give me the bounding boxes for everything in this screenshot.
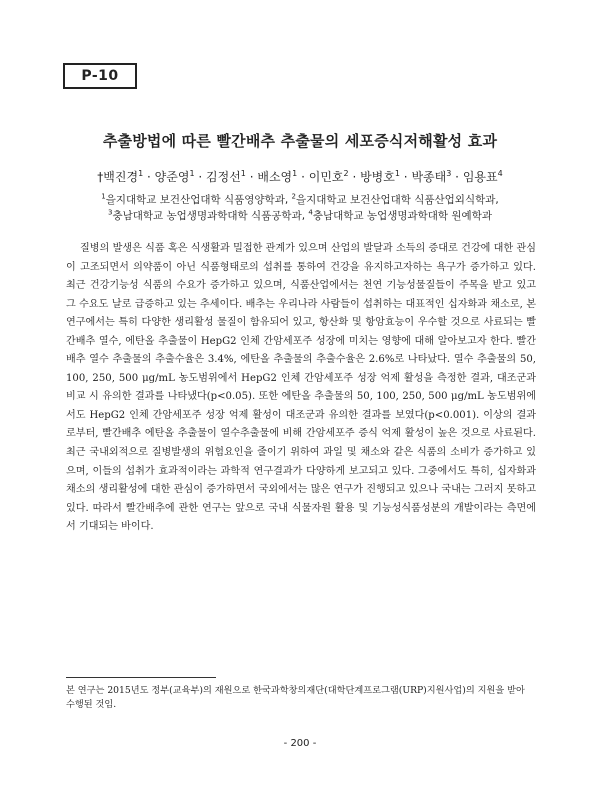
poster-label: P-10 — [63, 63, 137, 89]
author: †백진경$^1$ · — [97, 169, 151, 184]
affiliation-line-1: $^1$을지대학교 보건산업대학 식품영양학과, $^2$을지대학교 보건산업대학 식품산업외식학과, — [101, 192, 499, 206]
author: 박종태$^3$ · — [411, 169, 459, 184]
funding-footnote: 본 연구는 2015년도 정부(교육부)의 재원으로 한국과학창의재단(대학단계프로그램(URP)지원사업)의 지원을 받아 수행된 것임. — [66, 685, 525, 710]
footnote-divider — [66, 677, 216, 678]
author: 이민호$^2$ · — [308, 169, 357, 184]
paper-title: 추출방법에 따른 빨간배추 추출물의 세포증식저해활성 효과 — [102, 132, 498, 150]
page-number: - 200 - — [283, 738, 317, 749]
affiliation-line-2: $^3$충남대학교 농업생명과학대학 식품공학과, $^4$충남대학교 농업생명과학대학 원예학과 — [108, 208, 492, 222]
abstract-body: 질병의 발생은 식품 혹은 식생활과 밀접한 관계가 있으며 산업의 발달과 소득의 증대로 건강에 대한 관심이 고조되면서 의약품이 아닌 식품형태로의 섭취를 통하여 건강을 유지하고자하는 욕구가 증가하고 있다. 최근 건강기능성 식품의 수요가 증가하고 있으며, 식품산업에서는 천연 기능성물질들이 주목을 받고 있고 그 수요도 날로 급증하고 있는 추세이다. 배추는 우리나라 사람들이 섭취하는 대표적인 십자화과 채소로, 본 연구에서는 특히 다양한 생리활성 물질이 함유되어 있고, 항산화 및 항암효능이 우수할 것으로 사료되는 빨간배추 열수, 에탄올 추출물이 HepG2 인체 간암세포주 성장에 미치는 영향에 대해 알아보고자 한다. 빨간배추 열수 추출물의 추출수율은 3.4%, 에탄올 추출물의 추출수율은 2.6%로 나타났다. 열수 추출물의 50, 100, 250, 500 μg/mL 농도범위에서 HepG2 인체 간암세포주 성장 억제 활성을 측정한 결과, 대조군과 비교 시 유의한 결과를 나타냈다(p<0.05). 또한 에탄올 추출물의 50, 100, 250, 500 μg/mL 농도범위에서도 HepG2 인체 간암세포주 성장 억제 활성이 대조군과 유의한 결과를 보였다(p<0.001). 이상의 결과로부터, 빨간배추 에탄올 추출물이 열수추출물에 비해 간암세포주 증식 억제 활성이 높은 것으로 사료된다. 최근 국내외적으로 질병발생의 위험요인을 줄이기 위하여 과일 및 채소와 같은 식품의 소비가 증가하고 있으며, 이들의 섭취가 효과적이라는 과학적 연구결과가 다양하게 보고되고 있다. 그중에서도 특히, 십자화과 채소의 생리활성에 대한 관심이 증가하면서 국외에서는 많은 연구가 진행되고 있으나 국내는 그러지 못하고 있다. 따라서 빨간배추에 관한 연구는 앞으로 국내 식물자원 활용 및 기능성식품성분의 개발이라는 측면에서 기대되는 바이다. — [66, 243, 536, 533]
author: 배소영$^1$ · — [257, 169, 305, 184]
author: 양준영$^1$ · — [154, 169, 203, 184]
author: 방병호$^1$ · — [360, 169, 408, 184]
author: 김정선$^1$ · — [206, 169, 254, 184]
author-list — [0, 168, 600, 185]
author: 임용표$^4$ — [462, 169, 503, 184]
